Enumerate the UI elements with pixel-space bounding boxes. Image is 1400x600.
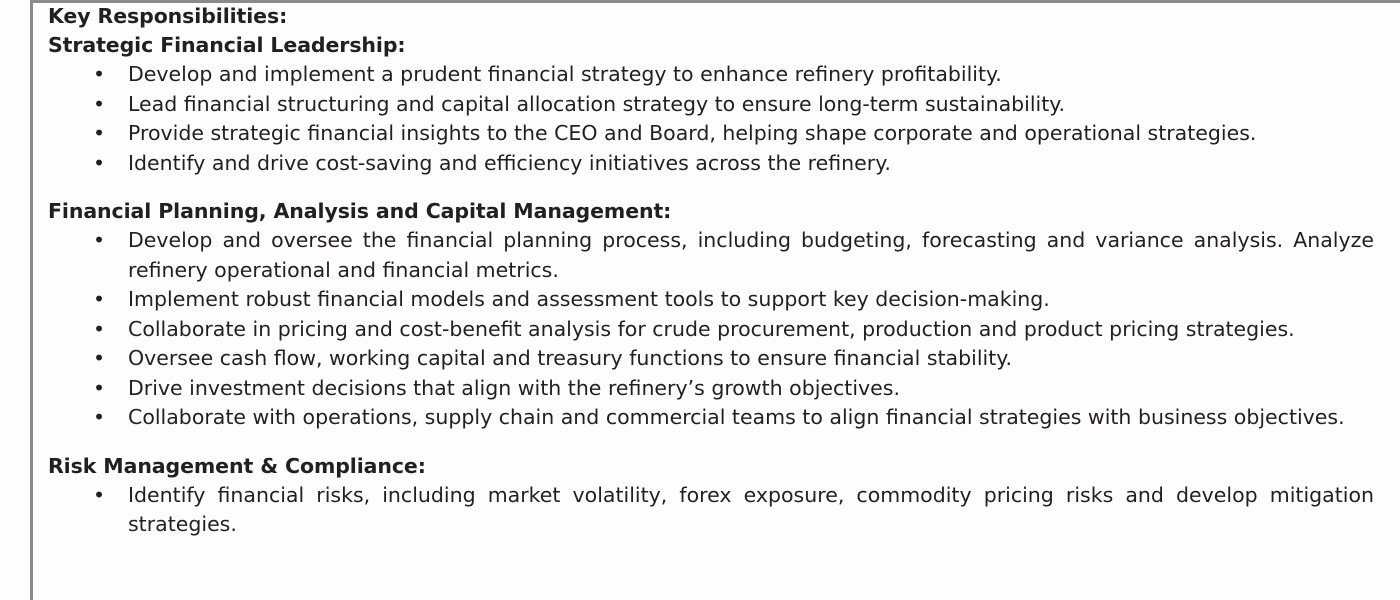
list-item — [48, 90, 1374, 120]
bullet-list-financial-planning — [48, 226, 1374, 433]
list-item-text: Drive investment decisions that align with the refinery’s growth objectives. — [128, 375, 900, 400]
bullet-icon: • — [93, 405, 106, 429]
bullet-icon: • — [93, 62, 106, 86]
page-left-border — [30, 0, 33, 600]
list-item-text: Develop and implement a prudent financial strategy to enhance refinery profitability. — [128, 62, 1002, 86]
bullet-icon: • — [93, 228, 106, 252]
bullet-icon: • — [93, 121, 106, 145]
bullet-list-strategic-financial-leadership — [48, 60, 1374, 178]
list-item — [48, 149, 1374, 179]
list-item-text: Identify and drive cost-saving and efficiency initiatives across the refinery. — [128, 150, 891, 175]
list-item — [48, 315, 1374, 345]
list-item — [48, 119, 1374, 149]
bullet-icon: • — [93, 91, 106, 116]
bullet-icon: • — [93, 316, 106, 341]
list-item — [48, 60, 1374, 90]
section-heading-strategic-financial-leadership: Strategic Financial Leadership: — [48, 33, 406, 57]
bullet-icon: • — [93, 150, 106, 175]
list-item — [48, 403, 1374, 433]
bullet-icon: • — [93, 482, 106, 507]
list-item-text: Lead financial structuring and capital allocation strategy to ensure long-term sustainability. — [128, 91, 1066, 116]
bullet-icon: • — [93, 346, 106, 370]
list-item — [48, 285, 1374, 315]
list-item-text: Implement robust financial models and assessment tools to support key decision-making. — [128, 287, 1050, 311]
document-content — [48, 2, 1374, 600]
list-item — [48, 344, 1374, 374]
list-item-text: Collaborate in pricing and cost-benefit analysis for crude procurement, production and product pricing strategies. — [128, 316, 1295, 341]
list-item-text: Oversee cash flow, working capital and treasury functions to ensure financial stability. — [128, 346, 1012, 370]
list-item-text: Collaborate with operations, supply chain and commercial teams to align financial strategies with business objectives. — [128, 405, 1345, 429]
list-item-text: Provide strategic financial insights to the CEO and Board, helping shape corporate and operational strategies. — [128, 121, 1257, 145]
section-heading-risk-management-compliance: Risk Management & Compliance: — [48, 453, 426, 478]
list-item — [48, 226, 1374, 285]
bullet-icon: • — [93, 287, 106, 311]
bullet-icon: • — [93, 375, 106, 400]
list-item-text: Identify financial risks, including market volatility, forex exposure, commodity pricing risks and develop mitigation strategies. — [128, 482, 1374, 536]
key-responsibilities-heading: Key Responsibilities: — [48, 4, 288, 28]
bullet-list-risk-management — [48, 481, 1374, 540]
list-item — [48, 374, 1374, 404]
list-item — [48, 481, 1374, 540]
section-heading-financial-planning-analysis-capital-management: Financial Planning, Analysis and Capital Management: — [48, 199, 672, 223]
list-item-text: Develop and oversee the financial planning process, including budgeting, forecasting and variance analysis. Analyze refinery operational and financial metrics. — [128, 228, 1374, 282]
